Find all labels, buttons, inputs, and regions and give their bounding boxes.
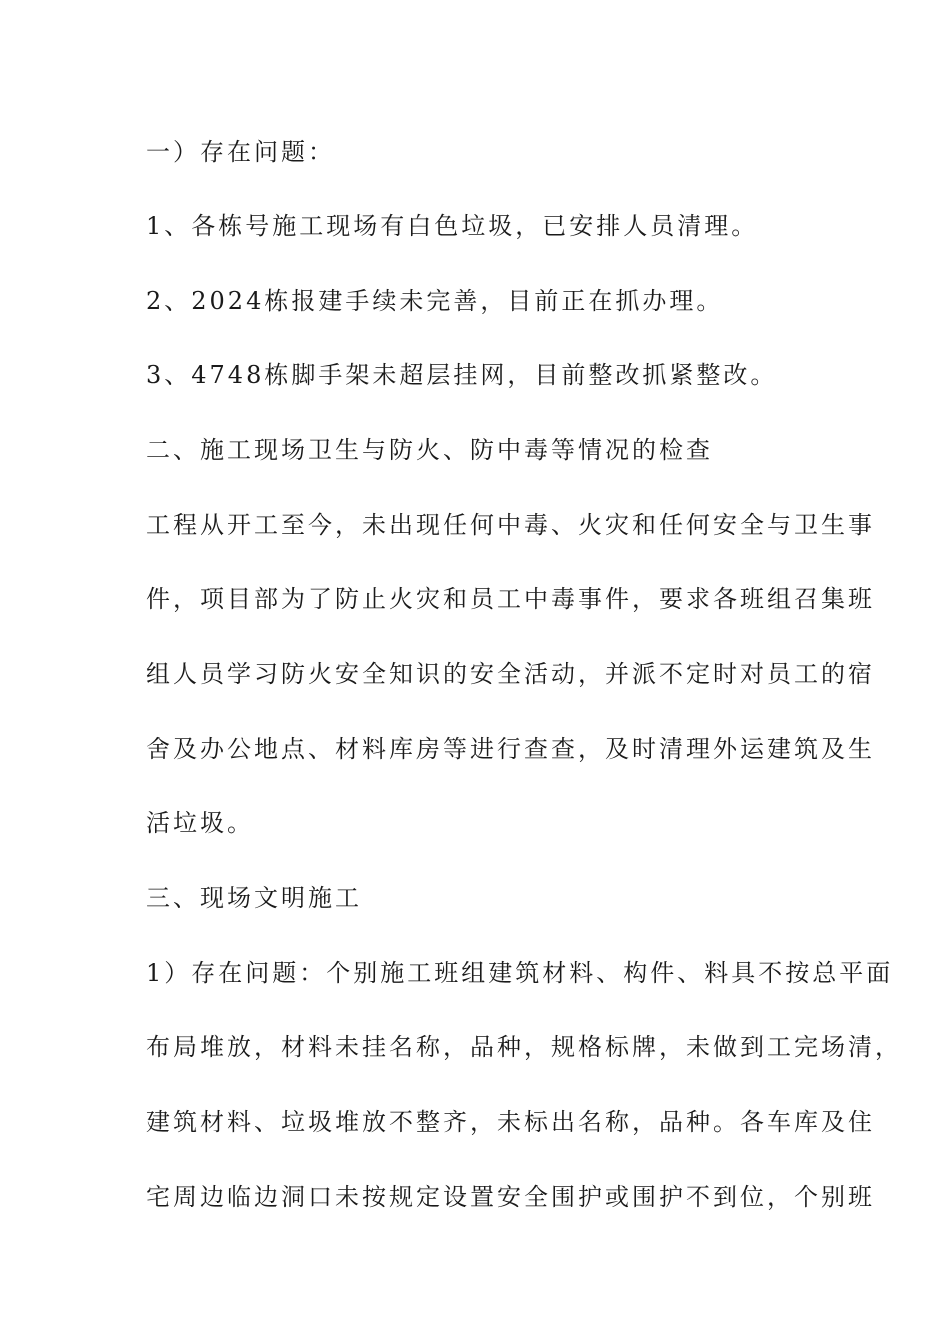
paragraph-line: 舍及办公地点、材料库房等进行查查，及时清理外运建筑及生 <box>146 735 875 763</box>
section-heading-2: 二、施工现场卫生与防火、防中毒等情况的检查 <box>146 436 713 464</box>
paragraph-line: 宅周边临边洞口未按规定设置安全围护或围护不到位，个别班 <box>146 1183 875 1211</box>
issue-heading: 一）存在问题： <box>146 138 335 166</box>
issue-item-1: 1、各栋号施工现场有白色垃圾，已安排人员清理。 <box>146 212 759 240</box>
paragraph-line: 布局堆放，材料未挂名称，品种，规格标牌，未做到工完场清， <box>146 1033 902 1061</box>
paragraph-line: 工程从开工至今，未出现任何中毒、火灾和任何安全与卫生事 <box>146 511 875 539</box>
paragraph-line: 组人员学习防火安全知识的安全活动，并派不定时对员工的宿 <box>146 660 875 688</box>
paragraph-line: 建筑材料、垃圾堆放不整齐，未标出名称，品种。各车库及住 <box>146 1108 875 1136</box>
paragraph-line: 件，项目部为了防止火灾和员工中毒事件，要求各班组召集班 <box>146 585 875 613</box>
section-heading-3: 三、现场文明施工 <box>146 884 362 912</box>
paragraph-line: 活垃圾。 <box>146 809 254 837</box>
issue-item-3: 3、4748栋脚手架未超层挂网，目前整改抓紧整改。 <box>146 361 778 389</box>
issue-item-2: 2、2024栋报建手续未完善，目前正在抓办理。 <box>146 287 724 315</box>
paragraph-line: 1）存在问题：个别施工班组建筑材料、构件、料具不按总平面 <box>146 959 894 987</box>
